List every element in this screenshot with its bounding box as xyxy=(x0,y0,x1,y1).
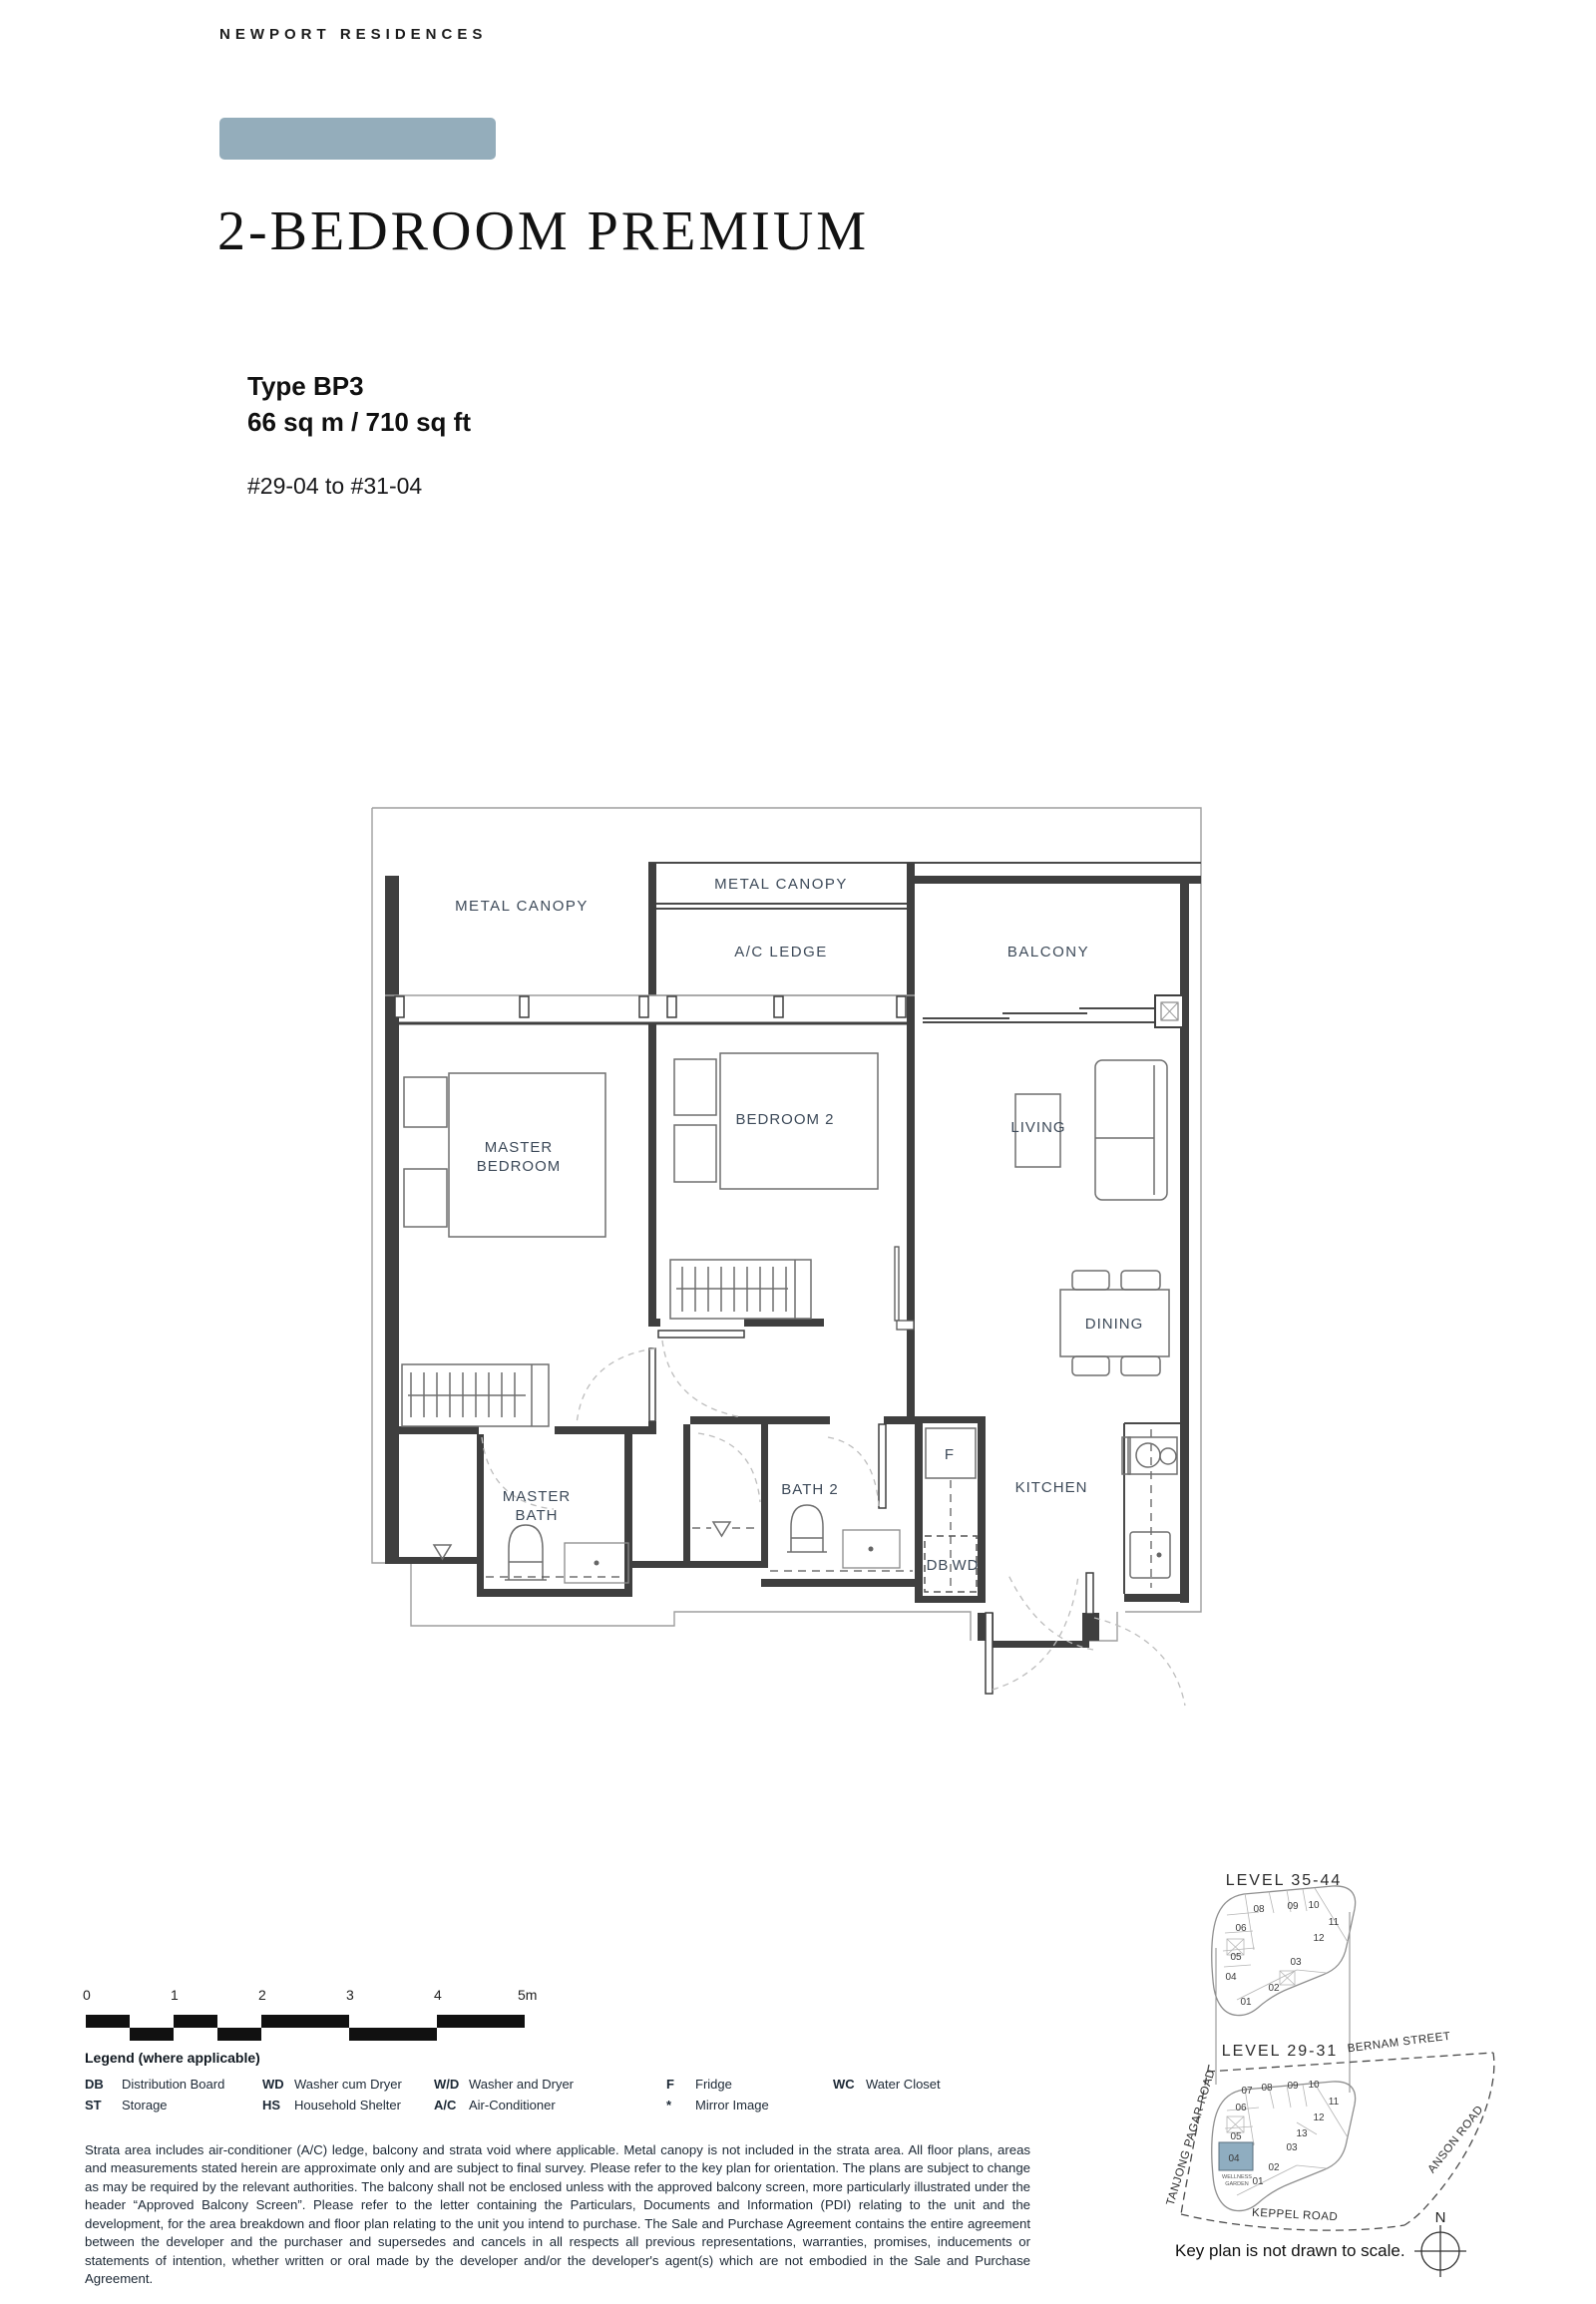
svg-text:13: 13 xyxy=(1296,2128,1308,2139)
svg-text:06: 06 xyxy=(1235,2103,1247,2113)
legend-abbr: HS xyxy=(262,2098,281,2112)
legend-abbr: DB xyxy=(85,2077,104,2092)
svg-text:02: 02 xyxy=(1268,2162,1280,2173)
label-dining: DINING xyxy=(1084,1316,1144,1333)
legend-abbr: WD xyxy=(262,2077,284,2092)
scale-bar xyxy=(78,1980,547,2050)
svg-text:01: 01 xyxy=(1240,1997,1252,2008)
label-wd: WD xyxy=(952,1557,980,1574)
scale-bar-segments xyxy=(86,2015,525,2041)
svg-text:1: 1 xyxy=(171,1987,179,2003)
street-bernam: BERNAM STREET xyxy=(1347,2030,1452,2056)
legend-abbr: * xyxy=(666,2098,672,2112)
door-arcs xyxy=(482,1341,1185,1706)
legend-abbr: WC xyxy=(833,2077,855,2092)
label-metal-canopy-top: METAL CANOPY xyxy=(714,876,848,893)
street-keppel: KEPPEL ROAD xyxy=(1251,2206,1339,2224)
page-title: 2-BEDROOM PREMIUM xyxy=(217,200,870,262)
legend-desc: Distribution Board xyxy=(122,2077,225,2092)
svg-text:08: 08 xyxy=(1261,2083,1273,2094)
key-plan xyxy=(1147,1855,1596,2304)
legend-desc: Household Shelter xyxy=(294,2098,401,2112)
label-living: LIVING xyxy=(1010,1119,1066,1136)
svg-text:12: 12 xyxy=(1313,1933,1325,1944)
keyplan-garden-1: WELLNESS xyxy=(1222,2174,1252,2180)
label-bedroom2: BEDROOM 2 xyxy=(735,1111,835,1128)
compass-n-label: N xyxy=(1434,2209,1446,2226)
door-leaves xyxy=(649,1331,1093,1694)
svg-text:04: 04 xyxy=(1225,1972,1237,1983)
svg-text:03: 03 xyxy=(1290,1957,1302,1968)
label-master-bath-2: BATH xyxy=(515,1507,559,1524)
disclaimer-text: Strata area includes air-conditioner (A/C) ledge, balcony and strata void where applicable. Metal canopy is not included in the strata area. All floor plans, areas and measurements stated herein are approximate only and are subject to final survey. Please refer to the key plan for orientation. The plans are subject to change as may be required by the relevant authorities. The balcony shall not be enclosed unless with the approved balcony screen, more particularly illustrated under the header “Approved Balcony Screen”. Please refer to the letter containing the Particulars, Documents and Information (PDI) relating to the unit and the development, for the area breakdown and floor plan relating to the unit you intend to purchase. The Sale and Purchase Agreement contains the entire agreement between the developer and the purchaser and supersedes and cancels in all respects all previous representations, warranties, promises, inducements or statements of intention, whether written or oral made by the developer and/or the developer's agent(s) which are not embodied in the Sale and Purchase Agreement. xyxy=(85,2142,1030,2287)
walls xyxy=(385,863,1201,1648)
svg-text:4: 4 xyxy=(434,1987,442,2003)
legend-abbr: ST xyxy=(85,2098,102,2112)
compass-icon xyxy=(1414,2209,1466,2277)
accent-bar xyxy=(219,118,496,160)
unit-area: 66 sq m / 710 sq ft xyxy=(247,407,471,437)
legend-desc: Mirror Image xyxy=(695,2098,769,2112)
legend-desc: Washer cum Dryer xyxy=(294,2077,402,2092)
svg-text:05: 05 xyxy=(1230,1952,1242,1963)
legend-desc: Air-Conditioner xyxy=(469,2098,556,2112)
svg-text:01: 01 xyxy=(1252,2176,1264,2187)
svg-text:10: 10 xyxy=(1308,2080,1320,2091)
label-master-bedroom-2: BEDROOM xyxy=(476,1158,562,1175)
svg-text:02: 02 xyxy=(1268,1983,1280,1994)
scale-bar-labels xyxy=(83,1987,537,2003)
keyplan-upper-title: LEVEL 35-44 xyxy=(1225,1872,1343,1889)
keyplan-lower-footprint xyxy=(1212,2080,1356,2211)
svg-text:09: 09 xyxy=(1287,1901,1299,1912)
balcony-sliding-door xyxy=(923,995,1183,1027)
room-labels xyxy=(455,876,1143,1574)
legend-desc: Washer and Dryer xyxy=(469,2077,574,2092)
legend-desc: Water Closet xyxy=(866,2077,941,2092)
label-fridge: F xyxy=(944,1446,956,1463)
svg-text:10: 10 xyxy=(1308,1900,1320,1911)
floor-plan xyxy=(364,798,1212,1721)
svg-text:05: 05 xyxy=(1230,2131,1242,2142)
svg-text:2: 2 xyxy=(258,1987,266,2003)
keyplan-lower-title: LEVEL 29-31 xyxy=(1221,2043,1339,2060)
label-master-bedroom-1: MASTER xyxy=(484,1139,554,1156)
svg-text:09: 09 xyxy=(1287,2081,1299,2092)
label-balcony: BALCONY xyxy=(1006,944,1090,960)
label-metal-canopy-left: METAL CANOPY xyxy=(455,898,589,915)
label-db: DB xyxy=(926,1557,950,1574)
label-kitchen: KITCHEN xyxy=(1014,1479,1088,1496)
svg-text:3: 3 xyxy=(346,1987,354,2003)
svg-text:04: 04 xyxy=(1228,2153,1240,2164)
unit-range: #29-04 to #31-04 xyxy=(247,473,423,499)
unit-type: Type BP3 xyxy=(247,371,364,401)
brand-title: NEWPORT RESIDENCES xyxy=(219,26,488,43)
label-ac-ledge: A/C LEDGE xyxy=(734,944,828,960)
svg-text:08: 08 xyxy=(1253,1904,1265,1915)
window-band xyxy=(385,995,915,1023)
legend-abbr: W/D xyxy=(434,2077,460,2092)
street-tanjong: TANJONG PAGAR ROAD xyxy=(1164,2068,1218,2207)
keyplan-note: Key plan is not drawn to scale. xyxy=(1175,2241,1405,2260)
svg-text:12: 12 xyxy=(1313,2112,1325,2123)
label-bath2: BATH 2 xyxy=(781,1481,839,1498)
legend-title: Legend (where applicable) xyxy=(85,2050,260,2066)
svg-text:11: 11 xyxy=(1328,1917,1340,1928)
svg-text:5m: 5m xyxy=(518,1987,538,2003)
legend-desc: Fridge xyxy=(695,2077,732,2092)
label-master-bath-1: MASTER xyxy=(502,1488,572,1505)
keyplan-upper-footprint xyxy=(1212,1886,1356,2016)
svg-text:0: 0 xyxy=(83,1987,91,2003)
street-anson: ANSON ROAD xyxy=(1425,2104,1486,2176)
legend-abbr: F xyxy=(666,2077,674,2092)
keyplan-garden-2: GARDEN xyxy=(1225,2181,1249,2187)
legend-desc: Storage xyxy=(122,2098,168,2112)
svg-text:07: 07 xyxy=(1241,2086,1253,2097)
strata-outline xyxy=(372,808,1201,1641)
svg-text:06: 06 xyxy=(1235,1923,1247,1934)
legend-abbr: A/C xyxy=(434,2098,457,2112)
svg-text:03: 03 xyxy=(1286,2142,1298,2153)
svg-text:11: 11 xyxy=(1328,2097,1340,2108)
